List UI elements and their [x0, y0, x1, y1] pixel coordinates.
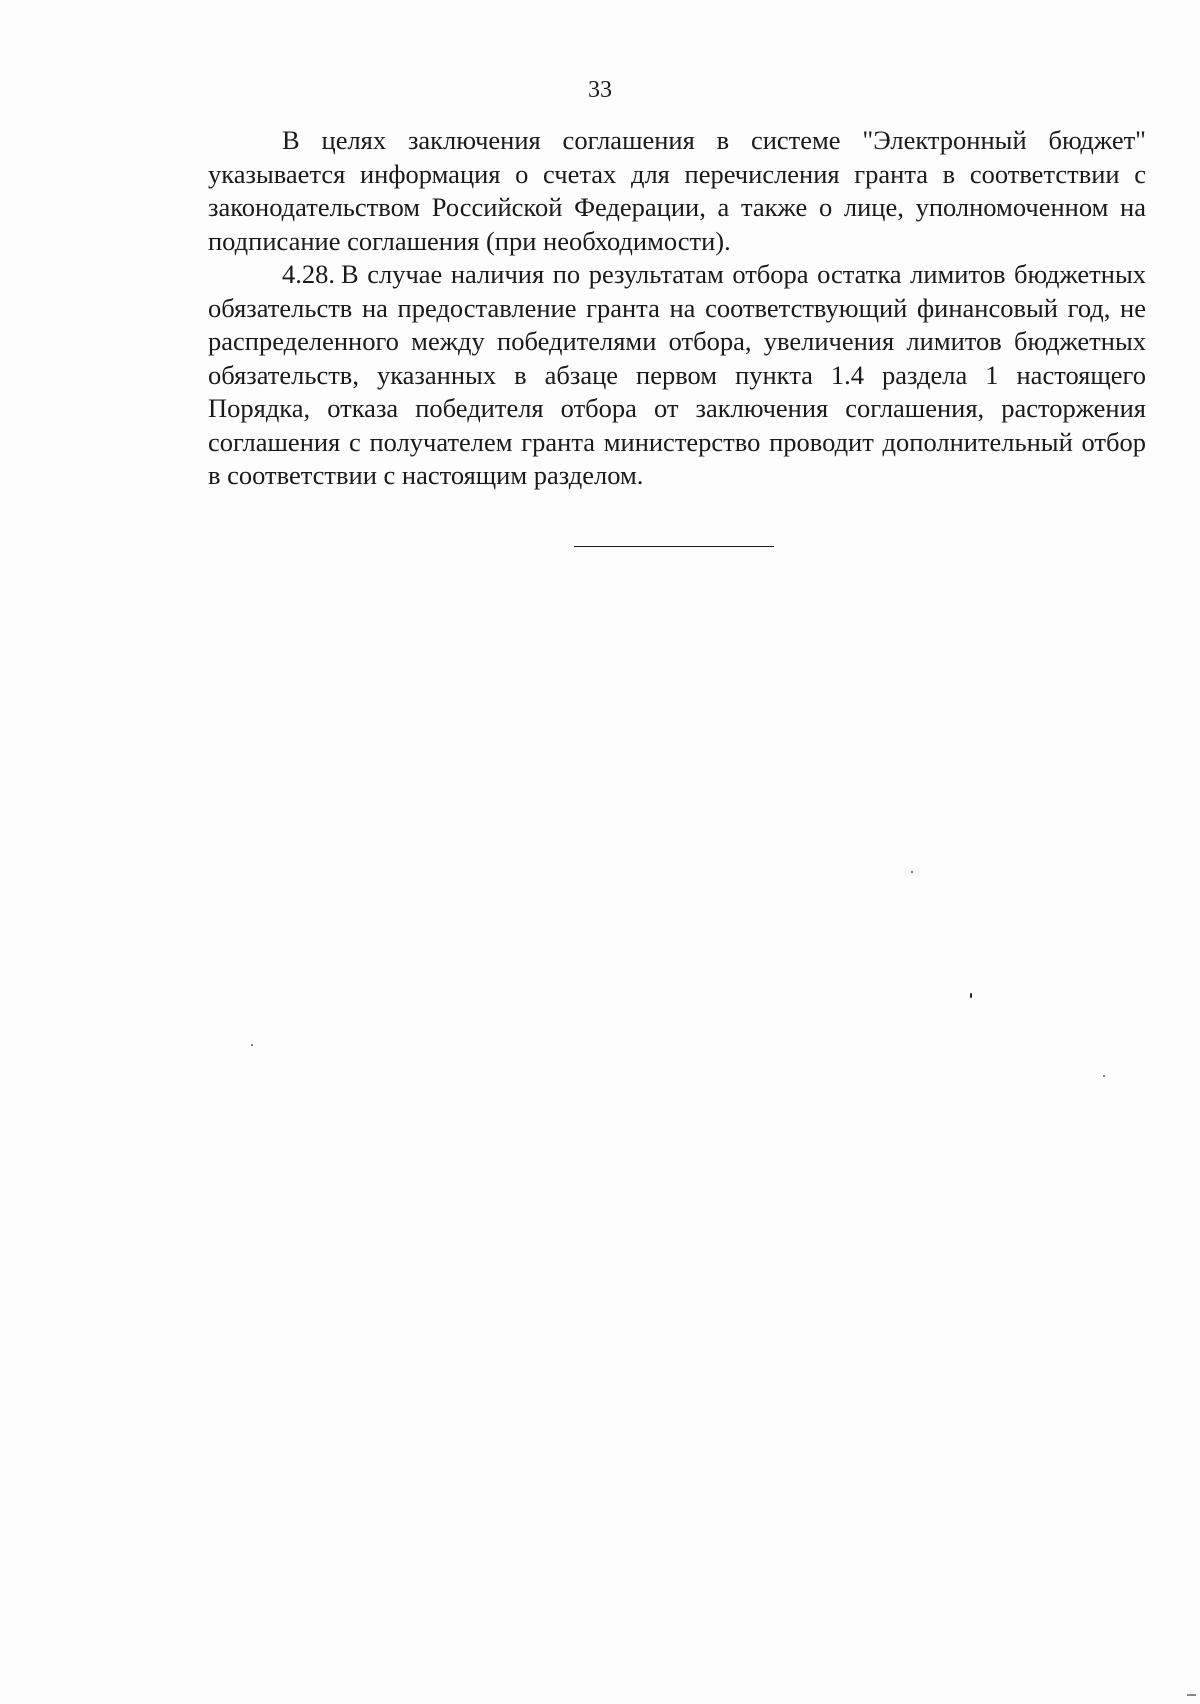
paragraph-text: В целях заключения соглашения в системе "Электронный бюджет" указывается информация о счетах для перечисления гранта в соответствии с законодательством Российской Федерации, а также о лице, уполномоченном на подписание соглашения (при необходимости). — [208, 125, 1146, 256]
scan-speck — [1187, 1694, 1196, 1696]
document-body — [208, 124, 1146, 493]
paragraph-number: 4.28. — [282, 259, 335, 289]
scan-speck — [251, 1044, 253, 1046]
scan-speck — [970, 993, 972, 998]
scan-speck — [911, 871, 913, 873]
paragraph-agreement-info — [208, 124, 1146, 258]
scan-speck — [1103, 1075, 1105, 1077]
page-number: 33 — [588, 77, 612, 103]
paragraph-text: В случае наличия по результатам отбора остатка лимитов бюджетных обязательств на предоставление гранта на соответствующий финансовый год, не распределенного между победителями отбора, увеличения лимитов бюджетных обязательств, указанных в абзаце первом пункта 1.4 раздела 1 настоящего Порядка, отказа победителя отбора от заключения соглашения, расторжения соглашения с получателем гранта министерство проводит дополнительный отбор в соответствии с настоящим разделом. — [208, 259, 1146, 490]
end-of-document-rule — [574, 546, 774, 547]
paragraph-4-28 — [208, 258, 1146, 493]
